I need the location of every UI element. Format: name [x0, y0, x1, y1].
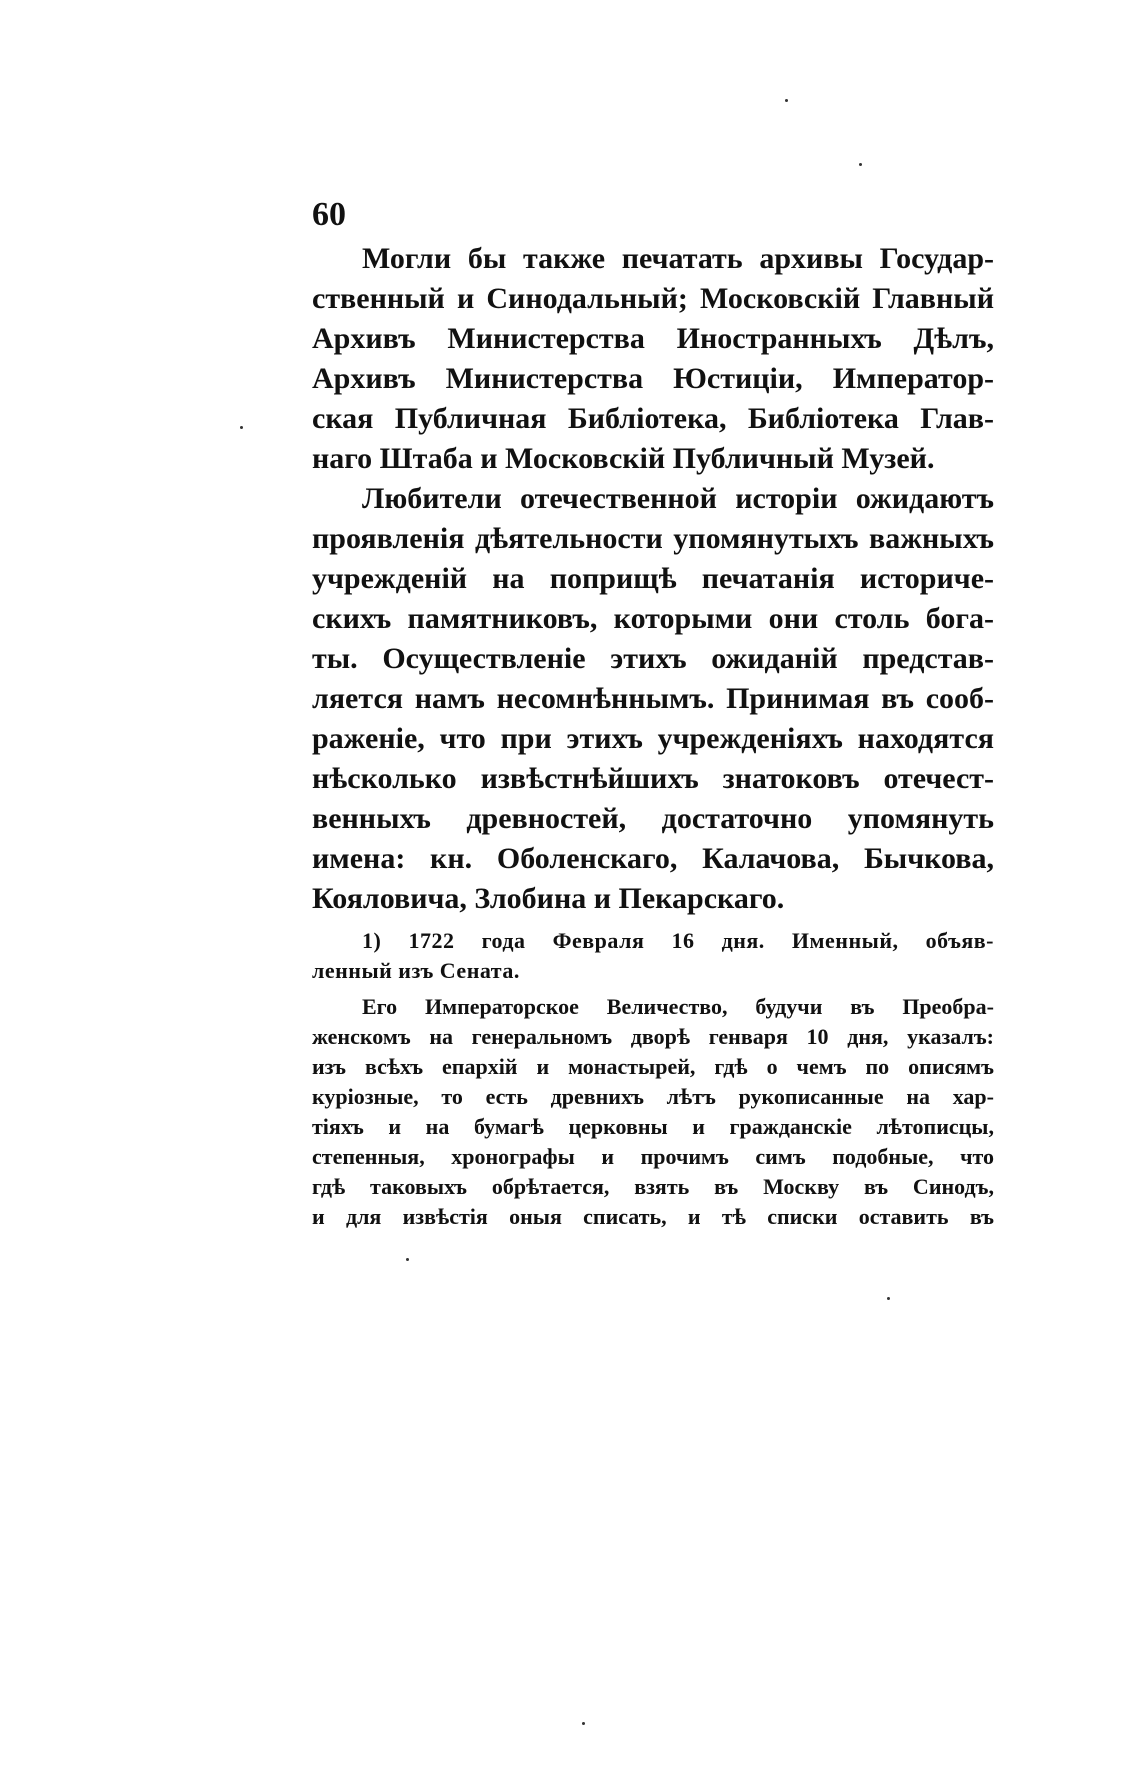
paragraph-2-line-3: учрежденій на поприщѣ печатанія историче- — [312, 562, 994, 595]
paragraph-2-line-2: проявленія дѣятельности упомянутыхъ важныхъ — [312, 522, 994, 555]
paragraph-1-line-1: Могли бы также печатать архивы Государ- — [362, 242, 994, 275]
paragraph-1-line-5: ская Публичная Библіотека, Библіотека Глав- — [312, 402, 994, 435]
paragraph-2-line-9: венныхъ древностей, достаточно упомянуть — [312, 802, 994, 835]
paragraph-2-line-7: раженіе, что при этихъ учрежденіяхъ находятся — [312, 722, 994, 755]
paragraph-2-line-4: скихъ памятниковъ, которыми они столь бога- — [312, 602, 994, 635]
paragraph-1-line-6: наго Штаба и Московскій Публичный Музей. — [312, 442, 935, 475]
paragraph-2-line-1: Любители отечественной исторіи ожидаютъ — [362, 482, 994, 515]
footnote-body-line-8: и для извѣстія оныя списать, и тѣ списки оставить въ — [312, 1204, 994, 1229]
footnote-body-line-2: женскомъ на генеральномъ дворѣ генваря 10 дня, указалъ: — [312, 1024, 994, 1049]
scan-speck — [582, 1722, 585, 1725]
paragraph-1-line-3: Архивъ Министерства Иностранныхъ Дѣлъ, — [312, 322, 994, 355]
paragraph-1-line-4: Архивъ Министерства Юстиціи, Император- — [312, 362, 994, 395]
footnote-body-line-7: гдѣ таковыхъ обрѣтается, взять въ Москву въ Синодъ, — [312, 1174, 994, 1199]
scan-speck — [240, 426, 243, 429]
footnote-body-line-3: изъ всѣхъ епархій и монастырей, гдѣ о чемъ по описямъ — [312, 1054, 994, 1079]
scan-speck — [785, 99, 788, 102]
footnote-heading-line-2: ленный изъ Сената. — [312, 958, 520, 983]
paragraph-2-line-5: ты. Осуществленіе этихъ ожиданій представ- — [312, 642, 994, 675]
scan-speck — [406, 1258, 409, 1261]
paragraph-2-line-8: нѣсколько извѣстнѣйшихъ знатоковъ отечест- — [312, 762, 994, 795]
footnote-body-line-5: тіяхъ и на бумагѣ церковны и гражданскіе лѣтописцы, — [312, 1114, 994, 1139]
paragraph-1-line-2: ственный и Синодальный; Московскій Главный — [312, 282, 994, 315]
footnote-body-line-4: куріозные, то есть древнихъ лѣтъ рукописанные на хар- — [312, 1084, 994, 1109]
scan-speck — [887, 1297, 890, 1300]
footnote-heading-line-1: 1) 1722 года Февраля 16 дня. Именный, объяв- — [362, 928, 994, 953]
paragraph-2-line-6: ляется намъ несомнѣннымъ. Принимая въ сооб- — [312, 682, 994, 715]
footnote-body-line-6: степенныя, хронографы и прочимъ симъ подобные, что — [312, 1144, 994, 1169]
paragraph-2-line-11: Кояловича, Злобина и Пекарскаго. — [312, 882, 785, 915]
footnote-body-line-1: Его Императорское Величество, будучи въ Преобра- — [362, 994, 994, 1019]
scan-speck — [859, 163, 862, 166]
page-number: 60 — [312, 196, 346, 233]
paragraph-2-line-10: имена: кн. Оболенскаго, Калачова, Бычкова, — [312, 842, 994, 875]
